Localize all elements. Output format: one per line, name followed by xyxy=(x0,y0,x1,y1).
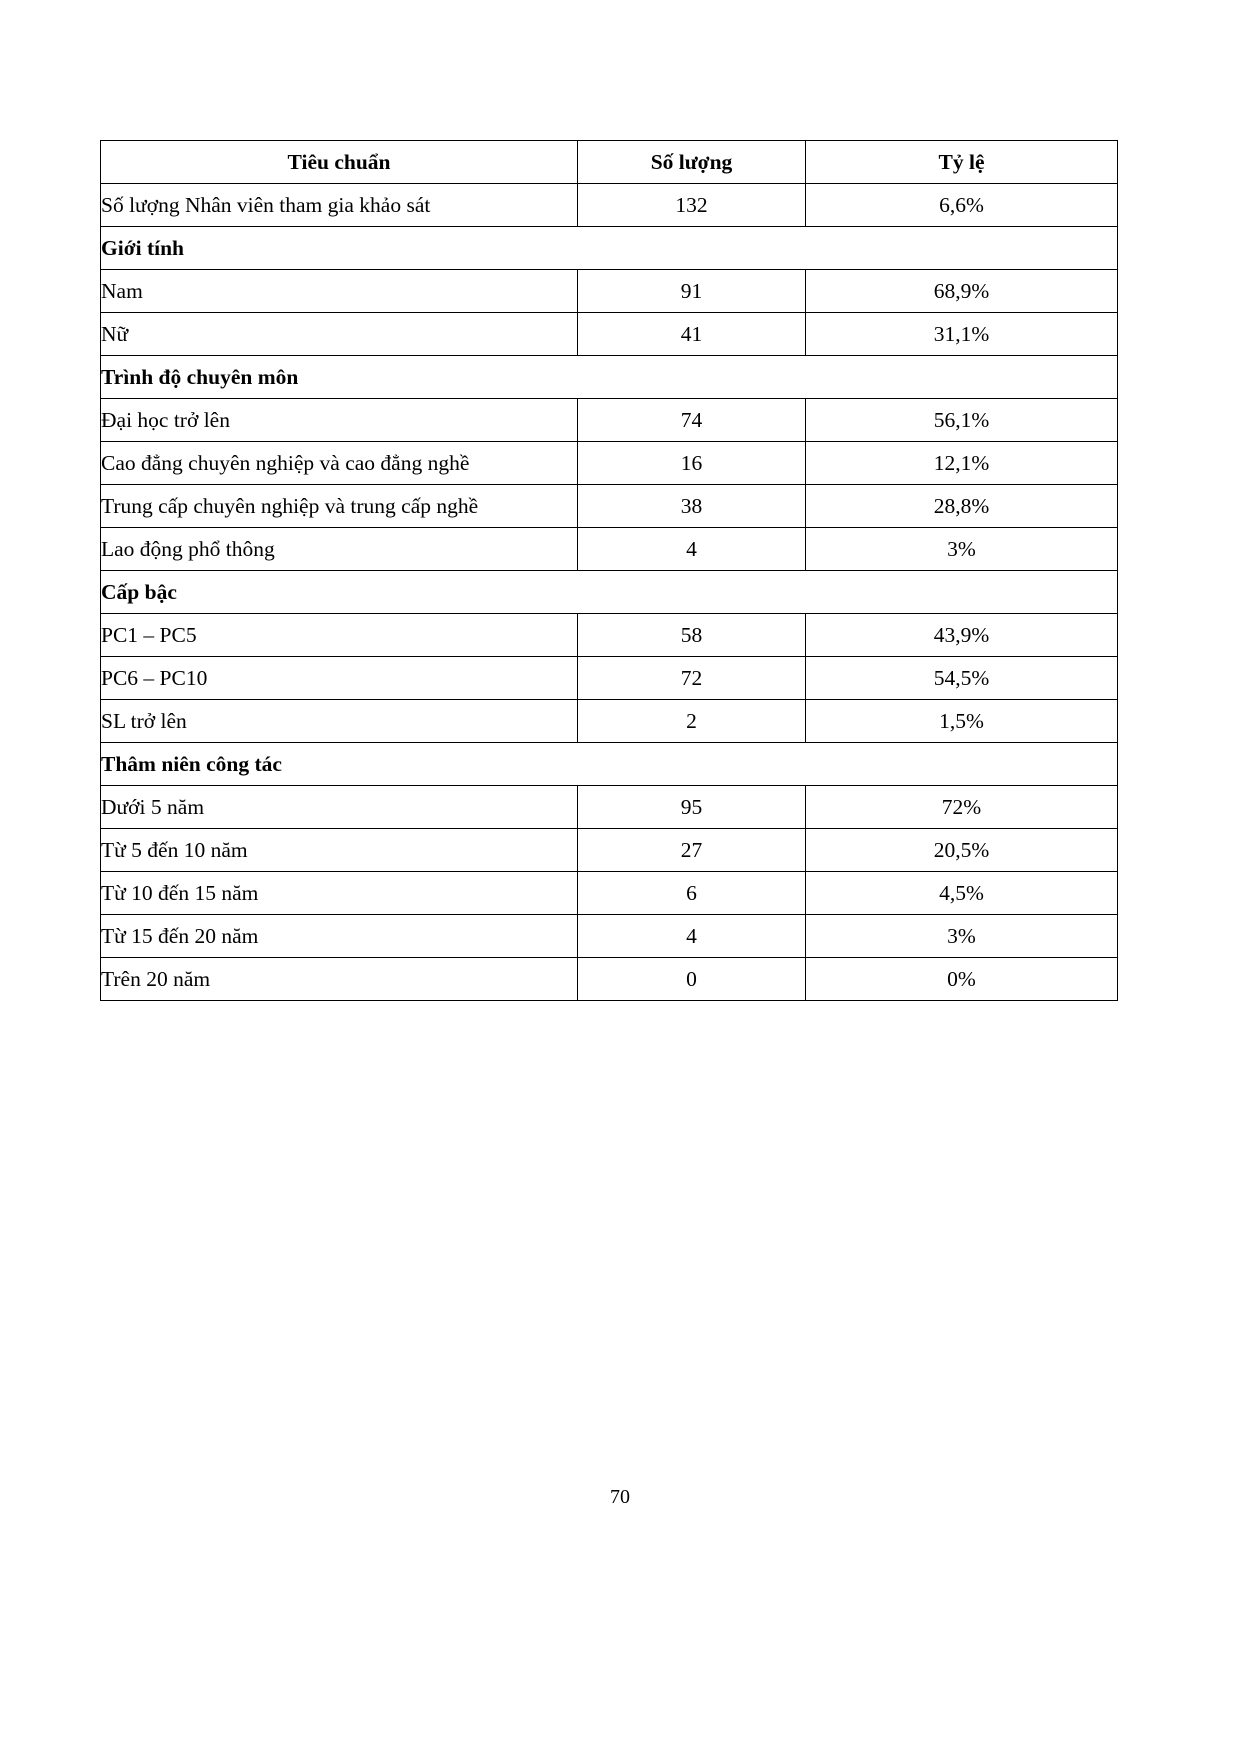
cell-ratio: 54,5% xyxy=(806,657,1118,700)
cell-count: 95 xyxy=(578,786,806,829)
cell-criteria: Nam xyxy=(101,270,578,313)
cell-criteria: Đại học trở lên xyxy=(101,399,578,442)
table-body xyxy=(101,184,1118,1001)
cell-count: 16 xyxy=(578,442,806,485)
cell-count: 2 xyxy=(578,700,806,743)
group-label: Cấp bậc xyxy=(101,571,1118,614)
group-label: Trình độ chuyên môn xyxy=(101,356,1118,399)
table-row xyxy=(101,958,1118,1001)
cell-criteria: Trung cấp chuyên nghiệp và trung cấp nghề xyxy=(101,485,578,528)
cell-count: 72 xyxy=(578,657,806,700)
table-row xyxy=(101,442,1118,485)
column-header-count: Số lượng xyxy=(578,141,806,184)
cell-count: 38 xyxy=(578,485,806,528)
cell-ratio: 72% xyxy=(806,786,1118,829)
table-row xyxy=(101,872,1118,915)
page-number: 70 xyxy=(610,1486,630,1508)
cell-criteria: Trên 20 năm xyxy=(101,958,578,1001)
table-row xyxy=(101,184,1118,227)
cell-ratio: 56,1% xyxy=(806,399,1118,442)
cell-count: 91 xyxy=(578,270,806,313)
cell-count: 74 xyxy=(578,399,806,442)
table-group-row xyxy=(101,227,1118,270)
cell-ratio: 20,5% xyxy=(806,829,1118,872)
cell-criteria: Lao động phổ thông xyxy=(101,528,578,571)
column-header-ratio: Tỷ lệ xyxy=(806,141,1118,184)
cell-count: 27 xyxy=(578,829,806,872)
cell-count: 4 xyxy=(578,528,806,571)
cell-criteria: SL trở lên xyxy=(101,700,578,743)
cell-criteria: PC6 – PC10 xyxy=(101,657,578,700)
table-row xyxy=(101,657,1118,700)
table-row xyxy=(101,485,1118,528)
cell-criteria: PC1 – PC5 xyxy=(101,614,578,657)
cell-ratio: 43,9% xyxy=(806,614,1118,657)
group-label: Thâm niên công tác xyxy=(101,743,1118,786)
table-group-row xyxy=(101,571,1118,614)
cell-ratio: 4,5% xyxy=(806,872,1118,915)
table-row xyxy=(101,614,1118,657)
table-row xyxy=(101,829,1118,872)
cell-criteria: Dưới 5 năm xyxy=(101,786,578,829)
table-header xyxy=(101,141,1118,184)
cell-count: 4 xyxy=(578,915,806,958)
table-row xyxy=(101,270,1118,313)
table-header-row xyxy=(101,141,1118,184)
cell-ratio: 31,1% xyxy=(806,313,1118,356)
cell-criteria: Từ 10 đến 15 năm xyxy=(101,872,578,915)
cell-ratio: 3% xyxy=(806,915,1118,958)
cell-ratio: 68,9% xyxy=(806,270,1118,313)
cell-count: 0 xyxy=(578,958,806,1001)
cell-count: 6 xyxy=(578,872,806,915)
cell-ratio: 1,5% xyxy=(806,700,1118,743)
cell-ratio: 3% xyxy=(806,528,1118,571)
survey-demographics-table xyxy=(100,140,1118,1001)
table-group-row xyxy=(101,743,1118,786)
cell-criteria: Cao đẳng chuyên nghiệp và cao đẳng nghề xyxy=(101,442,578,485)
cell-count: 58 xyxy=(578,614,806,657)
cell-criteria: Từ 15 đến 20 năm xyxy=(101,915,578,958)
cell-criteria: Từ 5 đến 10 năm xyxy=(101,829,578,872)
table-row xyxy=(101,399,1118,442)
cell-ratio: 12,1% xyxy=(806,442,1118,485)
cell-ratio: 6,6% xyxy=(806,184,1118,227)
table-row xyxy=(101,528,1118,571)
table-row xyxy=(101,313,1118,356)
cell-count: 132 xyxy=(578,184,806,227)
group-label: Giới tính xyxy=(101,227,1118,270)
cell-ratio: 0% xyxy=(806,958,1118,1001)
cell-criteria: Số lượng Nhân viên tham gia khảo sát xyxy=(101,184,578,227)
table-row xyxy=(101,915,1118,958)
table-row xyxy=(101,786,1118,829)
cell-criteria: Nữ xyxy=(101,313,578,356)
column-header-criteria: Tiêu chuẩn xyxy=(101,141,578,184)
cell-count: 41 xyxy=(578,313,806,356)
cell-ratio: 28,8% xyxy=(806,485,1118,528)
table-group-row xyxy=(101,356,1118,399)
table-row xyxy=(101,700,1118,743)
